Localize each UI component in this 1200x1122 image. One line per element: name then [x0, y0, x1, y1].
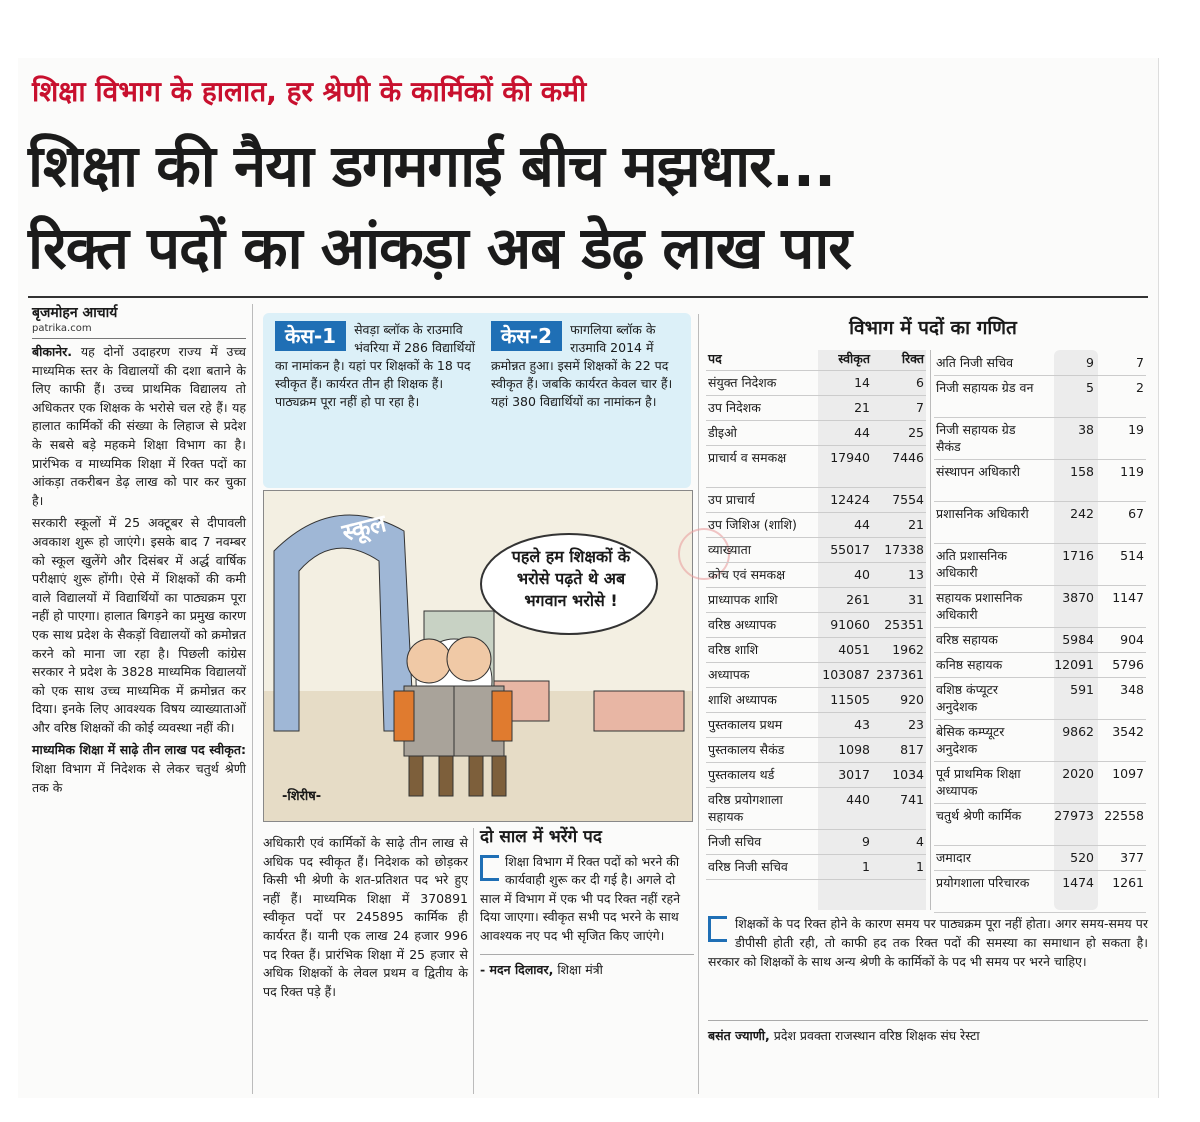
post-name: निजी सहायक ग्रेड सैकंड	[936, 422, 1016, 454]
article-column-1	[32, 304, 246, 801]
headline-rule	[28, 296, 1148, 298]
post-name: बेसिक कम्प्यूटर अनुदेशक	[936, 724, 1005, 756]
table-row	[706, 854, 926, 880]
sanctioned-count: 40	[854, 567, 870, 582]
vacant-count: 7446	[892, 450, 924, 465]
sanctioned-count: 520	[1070, 850, 1094, 865]
post-name: उप जिशिअ (शाशि)	[708, 517, 797, 532]
vacant-count: 17338	[884, 542, 924, 557]
post-name: अध्यापक	[708, 667, 750, 682]
post-name: कनिष्ठ सहायक	[936, 657, 1003, 672]
sanctioned-count: 12091	[1054, 657, 1094, 672]
table-row	[706, 537, 926, 563]
post-name: कोच एवं समकक्ष	[708, 567, 786, 582]
sanctioned-count: 17940	[830, 450, 870, 465]
minister-quote	[480, 828, 694, 979]
vacant-count: 1962	[892, 642, 924, 657]
sanctioned-count: 9	[1086, 355, 1094, 370]
sanctioned-count: 4051	[838, 642, 870, 657]
school-sign: स्कूल	[339, 509, 389, 547]
table-row	[934, 719, 1146, 762]
posts-table-right	[934, 350, 1146, 910]
vacant-count: 3542	[1112, 724, 1144, 739]
cartoonist-signature: -शिरीष-	[282, 789, 322, 804]
table-title: विभाग में पदों का गणित	[849, 317, 1017, 339]
post-name: पुस्तकालय प्रथम	[708, 717, 783, 732]
posts-table-left	[706, 350, 926, 910]
case-2-text: फागलिया ब्लॉक के राउमावि 2014 में क्रमोन्नत हुआ। इसमें शिक्षकों के 22 पद स्वीकृत हैं। जबकि कार्यरत केवल चार हैं। यहां 380 विद्यार्थियों का नामांकन है।	[491, 322, 673, 409]
post-name: पुस्तकालय सैकंड	[708, 742, 785, 757]
headline-line-2: रिक्त पदों का आंकड़ा अब डेढ़ लाख पार	[28, 214, 852, 282]
table-row	[706, 612, 926, 638]
case-2-tag: केस-2	[491, 321, 562, 351]
table-column-divider	[930, 350, 931, 910]
case-2	[491, 321, 691, 411]
table-row	[934, 677, 1146, 720]
table-row	[934, 375, 1146, 418]
sanctioned-count: 103087	[822, 667, 870, 682]
sanctioned-count: 12424	[830, 492, 870, 507]
vacant-count: 22558	[1104, 808, 1144, 823]
vacant-count: 7554	[892, 492, 924, 507]
teacher-union-quote	[708, 914, 1148, 971]
site-credit: patrika.com	[32, 322, 246, 339]
table-row	[934, 459, 1146, 502]
headline-line-1: शिक्षा की नैया डगमगाई बीच मझधार...	[28, 132, 835, 200]
table-row	[934, 350, 1146, 376]
newspaper-clipping	[18, 58, 1159, 1098]
vacant-count: 817	[900, 742, 924, 757]
sanctioned-count: 440	[846, 792, 870, 807]
sanctioned-count: 2020	[1062, 766, 1094, 781]
table-row	[706, 662, 926, 688]
header-sanctioned: स्वीकृत	[838, 351, 870, 366]
post-name: जमादार	[936, 850, 971, 865]
post-name: निजी सहायक ग्रेड वन	[936, 380, 1034, 395]
sanctioned-count: 1098	[838, 742, 870, 757]
sanctioned-count: 1716	[1062, 548, 1094, 563]
sanctioned-count: 3870	[1062, 590, 1094, 605]
table-row	[706, 370, 926, 396]
post-name: वरिष्ठ अध्यापक	[708, 617, 777, 632]
vacant-count: 348	[1120, 682, 1144, 697]
vacant-count: 25351	[884, 617, 924, 632]
sanctioned-count: 591	[1070, 682, 1094, 697]
table-row	[706, 487, 926, 513]
table-row	[706, 637, 926, 663]
table-row	[706, 512, 926, 538]
sanctioned-count: 5	[1086, 380, 1094, 395]
case-1-tag: केस-1	[275, 321, 346, 351]
minister-quote-title: दो साल में भरेंगे पद	[480, 827, 602, 847]
vacant-count: 1	[916, 859, 924, 874]
sanctioned-count: 91060	[830, 617, 870, 632]
case-1-text: सेवड़ा ब्लॉक के राउमावि भंवरिया में 286 विद्यार्थियों का नामांकन है। यहां पर शिक्षकों के 18 पद स्वीकृत हैं। कार्यरत तीन ही शिक्षक हैं। पाठ्यक्रम पूरा नहीं हो पा रहा है।	[275, 322, 475, 409]
vacant-count: 7	[1136, 355, 1144, 370]
quote-icon-2	[708, 916, 727, 942]
vacant-count: 25	[908, 425, 924, 440]
sanctioned-count: 242	[1070, 506, 1094, 521]
vacant-count: 31	[908, 592, 924, 607]
table-row	[934, 627, 1146, 653]
post-name: चतुर्थ श्रेणी कार्मिक	[936, 808, 1022, 823]
paragraph-2: सरकारी स्कूलों में 25 अक्टूबर से दीपावली अवकाश शुरू हो जाएंगे। इसके बाद 7 नवम्बर को स्कूल खुलेंगे और दिसंबर में अर्द्ध वार्षिक परीक्षाएं शुरू होंगी। ऐसे में शिक्षकों की कमी वाले विद्यालयों में विद्यार्थियों का पाठ्यक्रम पूरा नहीं हो पाएगा। हालात बिगड़ने का प्रमुख कारण एक साथ प्रदेश के सैकड़ों विद्यालयों को क्रमोन्नत करने को माना जा रहा है। पिछली कांग्रेस सरकार ने प्रदेश के 3828 माध्यमिक विद्यालयों को एक साथ उच्च माध्यमिक में क्रमोन्नत कर दिया। इनके लिए आवश्यक विषय व्याख्याताओं और वरिष्ठ शिक्षकों की कोई व्यवस्था नहीं की।	[32, 515, 246, 735]
vacant-count: 13	[908, 567, 924, 582]
header-post: पद	[708, 351, 722, 366]
table-row	[706, 829, 926, 855]
paragraph-1: यह दोनों उदाहरण राज्य में उच्च माध्यमिक स्तर के विद्यालयों की दशा बताने के लिए काफी हैं। उच्च प्राथमिक विद्यालय तो अधिकतर एक शिक्षक के भरोसे चल रहे हैं। यह हालात कार्मिकों की संख्या के लिहाज से प्रदेश के सबसे बड़े महकमे शिक्षा विभाग का है। प्रारंभिक व माध्यमिक शिक्षा में रिक्त पदों का आंकड़ा तकरीबन डेढ़ लाख को पार कर चुका है।	[32, 344, 246, 508]
vacant-count: 237361	[876, 667, 924, 682]
vacant-count: 4	[916, 834, 924, 849]
table-row	[706, 562, 926, 588]
union-speaker-name: बसंत ज्याणी,	[708, 1028, 770, 1043]
vacant-count: 119	[1120, 464, 1144, 479]
post-name: प्राध्यापक शाशि	[708, 592, 778, 607]
paragraph-3: शिक्षा विभाग में निदेशक से लेकर चतुर्थ श्रेणी तक के	[32, 761, 246, 795]
column-divider-3	[698, 314, 699, 1094]
sanctioned-count: 55017	[830, 542, 870, 557]
sanctioned-count: 9862	[1062, 724, 1094, 739]
vacant-count: 904	[1120, 632, 1144, 647]
post-name: संयुक्त निदेशक	[708, 375, 777, 390]
table-row	[934, 652, 1146, 678]
table-row	[706, 687, 926, 713]
post-name: वरिष्ठ प्रयोगशाला सहायक	[708, 792, 783, 824]
vacant-count: 6	[916, 375, 924, 390]
post-name: प्रयोगशाला परिचारक	[936, 875, 1030, 890]
vacant-count: 23	[908, 717, 924, 732]
post-name: प्राचार्य व समकक्ष	[708, 450, 787, 465]
minister-quote-text: शिक्षा विभाग में रिक्त पदों को भरने की कार्यवाही शुरू कर दी गई है। अगले दो साल में विभाग में एक भी पद रिक्त नहीं रहने दिया जाएगा। स्वीकृत सभी पद भरने के साथ आवश्यक नए पद भी सृजित किए जाएंगे।	[480, 853, 681, 943]
sanctioned-count: 1	[862, 859, 870, 874]
quote-icon	[480, 855, 499, 881]
post-name: संस्थापन अधिकारी	[936, 464, 1020, 479]
table-row	[934, 761, 1146, 804]
table-row	[934, 543, 1146, 586]
vacant-count: 1097	[1112, 766, 1144, 781]
teacher-union-attribution	[708, 1020, 1148, 1044]
table-row	[706, 587, 926, 613]
table-row	[934, 585, 1146, 628]
table-row	[934, 417, 1146, 460]
article-column-2	[263, 834, 468, 1001]
post-name: प्रशासनिक अधिकारी	[936, 506, 1029, 521]
post-name: सहायक प्रशासनिक अधिकारी	[936, 590, 1023, 622]
post-name: पुस्तकालय थर्ड	[708, 767, 775, 782]
subhead: माध्यमिक शिक्षा में साढ़े तीन लाख पद स्वीकृत:	[32, 742, 246, 758]
vacant-count: 920	[900, 692, 924, 707]
post-name: वरिष्ठ शाशि	[708, 642, 759, 657]
vacant-count: 2	[1136, 380, 1144, 395]
post-name: उप प्राचार्य	[708, 492, 755, 507]
vacant-count: 5796	[1112, 657, 1144, 672]
sanctioned-count: 158	[1070, 464, 1094, 479]
sanctioned-count: 44	[854, 517, 870, 532]
post-name: अति प्रशासनिक अधिकारी	[936, 548, 1007, 580]
sanctioned-count: 261	[846, 592, 870, 607]
vacant-count: 21	[908, 517, 924, 532]
table-row	[934, 803, 1146, 846]
table-row	[934, 501, 1146, 544]
teacher-union-quote-text: शिक्षकों के पद रिक्त होने के कारण समय पर पाठ्यक्रम पूरा नहीं होता। अगर समय-समय पर डीपीसी होती रही, तो काफी हद तक रिक्त पदों की समस्या का समाधान हो सकता है। सरकार को शिक्षकों के साथ अन्य श्रेणी के कार्मिकों के पद भी समय पर भरने चाहिए।	[708, 916, 1148, 969]
column-divider	[252, 304, 253, 1094]
post-name: अति निजी सचिव	[936, 355, 1014, 370]
sanctioned-count: 44	[854, 425, 870, 440]
sanctioned-count: 9	[862, 834, 870, 849]
table-row	[706, 420, 926, 446]
sanctioned-count: 43	[854, 717, 870, 732]
vacant-count: 1261	[1112, 875, 1144, 890]
table-header-row	[706, 350, 926, 371]
post-name: निजी सचिव	[708, 834, 762, 849]
sanctioned-count: 27973	[1054, 808, 1094, 823]
post-name: व्याख्याता	[708, 542, 751, 557]
kicker: शिक्षा विभाग के हालात, हर श्रेणी के कार्मिकों की कमी	[32, 75, 587, 108]
case-1	[275, 321, 475, 411]
paragraph-4: अधिकारी एवं कार्मिकों के साढ़े तीन लाख से अधिक पद स्वीकृत हैं। निदेशक को छोड़कर किसी भी श्रेणी के शत-प्रतिशत पद भरे हुए नहीं हैं। माध्यमिक शिक्षा में 370891 स्वीकृत पदों पर 245895 कार्मिक ही कार्यरत हैं। यानी एक लाख 24 हजार 996 पद रिक्त हैं। प्रारंभिक शिक्षा में 25 हजार से अधिक शिक्षकों के लेवल प्रथम व द्वितीय के पद रिक्त पड़े हैं।	[263, 835, 468, 999]
table-row	[934, 845, 1146, 871]
minister-name: - मदन दिलावर,	[480, 961, 554, 977]
case-box	[263, 313, 691, 488]
header-vacant: रिक्त	[901, 351, 924, 366]
sanctioned-count: 1474	[1062, 875, 1094, 890]
byline: बृजमोहन आचार्य	[32, 305, 118, 321]
post-name: शाशि अध्यापक	[708, 692, 777, 707]
table-row	[706, 395, 926, 421]
post-name: डीइओ	[708, 425, 737, 440]
vacant-count: 741	[900, 792, 924, 807]
post-name: वरिष्ठ निजी सचिव	[708, 859, 788, 874]
vacant-count: 7	[916, 400, 924, 415]
table-row	[706, 737, 926, 763]
vacant-count: 377	[1120, 850, 1144, 865]
cartoon	[263, 490, 693, 822]
sanctioned-count: 11505	[830, 692, 870, 707]
minister-role: शिक्षा मंत्री	[553, 961, 603, 977]
union-speaker-role: प्रदेश प्रवक्ता राजस्थान वरिष्ठ शिक्षक संघ रेस्टा	[769, 1028, 980, 1043]
post-name: वरिष्ठ सहायक	[936, 632, 998, 647]
vacant-count: 1147	[1112, 590, 1144, 605]
post-name: उप निदेशक	[708, 400, 761, 415]
table-row	[706, 445, 926, 488]
table-row	[706, 762, 926, 788]
sanctioned-count: 3017	[838, 767, 870, 782]
post-name: पूर्व प्राथमिक शिक्षा अध्यापक	[936, 766, 1021, 798]
table-row	[934, 870, 1146, 913]
table-row	[706, 712, 926, 738]
sanctioned-count: 38	[1078, 422, 1094, 437]
column-divider-2	[473, 828, 474, 1094]
sanctioned-count: 14	[854, 375, 870, 390]
vacant-count: 67	[1128, 506, 1144, 521]
vacant-count: 514	[1120, 548, 1144, 563]
sanctioned-count: 5984	[1062, 632, 1094, 647]
vacant-count: 19	[1128, 422, 1144, 437]
dateline: बीकानेर.	[32, 344, 73, 359]
vacant-count: 1034	[892, 767, 924, 782]
minister-quote-attribution	[480, 954, 694, 980]
table-row	[706, 787, 926, 830]
speech-bubble-text: पहले हम शिक्षकों के भरोसे पढ़ते थे अब भगवान भरोसे !	[511, 547, 631, 610]
post-name: वशिष्ठ कंप्यूटर अनुदेशक	[936, 682, 999, 714]
sanctioned-count: 21	[854, 400, 870, 415]
